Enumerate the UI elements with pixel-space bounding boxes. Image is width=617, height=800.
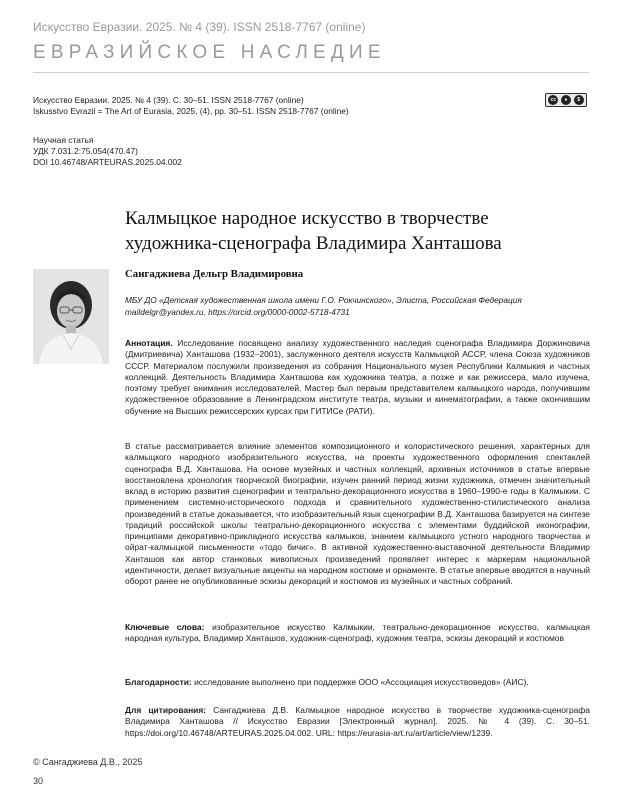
keywords (125, 622, 590, 645)
acknowledgements-label: Благодарности: (125, 677, 192, 687)
journal-header-line: Искусство Евразии. 2025. № 4 (39). ISSN 2518-7767 (online) (33, 20, 366, 34)
citation-line-en: Iskusstvo Evrazii = The Art of Eurasia, 2025, (4), pp. 30–51. ISSN 2518-7767 (online) (33, 106, 349, 116)
keywords-label: Ключевые слова: (125, 622, 205, 632)
article-title-line-1: Калмыцкое народное искусство в творчестве (125, 208, 489, 229)
keywords-text: изобразительное искусство Калмыкии, театрально-декорационное искусство, калмыцкая народная культура, Владимир Ханташов, художник-сценограф, художник театра, эскизы декораций и костюмов (125, 622, 590, 644)
nc-icon: $ (574, 95, 584, 105)
citation-line-ru: Искусство Евразии. 2025. № 4 (39). С. 30–51. ISSN 2518-7767 (online) (33, 95, 304, 105)
abstract-text-1: Исследование посвящено анализу художественного наследия сценографа Владимира Доржиновича (Дмитриевича) Ханташова (1932–2001), заслуженного деятеля искусств Калмыцкой АССР, члена Союза художников СССР. Материалом послужили произведения из собрания Национального музея Республики Калмыкия и частных коллекций. Деятельность Владимира Ханташова как художника театра, а позже и как режиссера, мало изучена, поэтому требует внимания исследователей. Мастер был первым представителем калмыцкого народа, получившим художественное образование в Ленинградском институте театра, музыки и кинематографии, а также окончившим обучение на Высших режиссерских курсах при ГИТИСе (РАТИ). (125, 338, 590, 416)
abstract-label: Аннотация. (125, 338, 173, 348)
doi[interactable]: DOI 10.46748/ARTEURAS.2025.04.002 (33, 157, 182, 167)
author-name: Сангаджиева Дельгр Владимировна (125, 268, 304, 280)
how-to-cite-label: Для цитирования: (125, 705, 207, 715)
article-type: Научная статья (33, 135, 94, 145)
acknowledgements-text: исследование выполнено при поддержке ООО «Ассоциация искусствоведов» (АИС). (191, 677, 529, 687)
journal-section-title: ЕВРАЗИЙСКОЕ НАСЛЕДИЕ (33, 42, 386, 63)
author-affiliation: МБУ ДО «Детская художественная школа имени Г.О. Рокчинского», Элиста, Российская Федерация (125, 295, 522, 305)
copyright-notice: © Сангаджиева Д.В., 2025 (33, 757, 143, 767)
by-icon: ● (561, 95, 571, 105)
udk-code: УДК 7.031.2:75.054(470.47) (33, 146, 138, 156)
page-number: 30 (33, 776, 44, 786)
how-to-cite (125, 705, 590, 739)
article-title-line-2: художника-сценографа Владимира Ханташова (125, 233, 502, 254)
header-divider (33, 72, 589, 73)
cc-icon: cc (548, 95, 558, 105)
cc-license-badge[interactable] (545, 93, 587, 107)
abstract-paragraph-1 (125, 338, 590, 417)
how-to-cite-text: Сангаджиева Д.В. Калмыцкое народное искусство в творчестве художника-сценографа Владимира Ханташова // Искусство Евразии [Электронный журнал]. 2025. № 4 (39). С. 30–51. https://doi.org/10.46748/ARTEURAS.2025.04.002. URL: https://eurasia-art.ru/art/article/view/1239. (125, 705, 590, 738)
author-photo (33, 269, 109, 364)
author-contacts[interactable]: maildelgr@yandex.ru, https://orcid.org/0000-0002-5718-4731 (125, 307, 350, 317)
article-title (125, 206, 565, 256)
acknowledgements (125, 677, 590, 688)
abstract-paragraph-2: В статье рассматривается влияние элементов композиционного и колористического решения, характерных для калмыцкого народного изобразительного искусства, на проекты художественного оформления спектаклей сценографа В.Д. Ханташова. На основе музейных и частных коллекций, архивных источников в статье впервые восстановлена хронология творческой биографии, изучен ранний период жизни художника, отмечен значительный вклад в историю развития сценографии и театрально-декорационного искусства в 1960–1990-е годы в Калмыкии. С применением системно-исторического подхода и сравнительного художественно-стилистического анализа произведений в статье доказывается, что изобразительный язык сценографии В.Д. Ханташова базируется на синтезе традиций российской школы театрально-декорационного искусства с элементами буддийской иконографии, принципами декоративно-прикладного искусства калмыков, знанием калмыцкого устного народного творчества и ойрат-калмыцкой письменности «тодо бичиг». В активной художественно-выставочной деятельности Владимир Ханташов как автор станковых живописных произведений проявляет интерес к маркерам национальной идентичности, делает визуальные акценты на народном костюме и орнаменте. В статье впервые вводятся в научный оборот ранее не опубликованные эскизы декораций и костюмов из музейных и частных собраний. (125, 441, 590, 586)
